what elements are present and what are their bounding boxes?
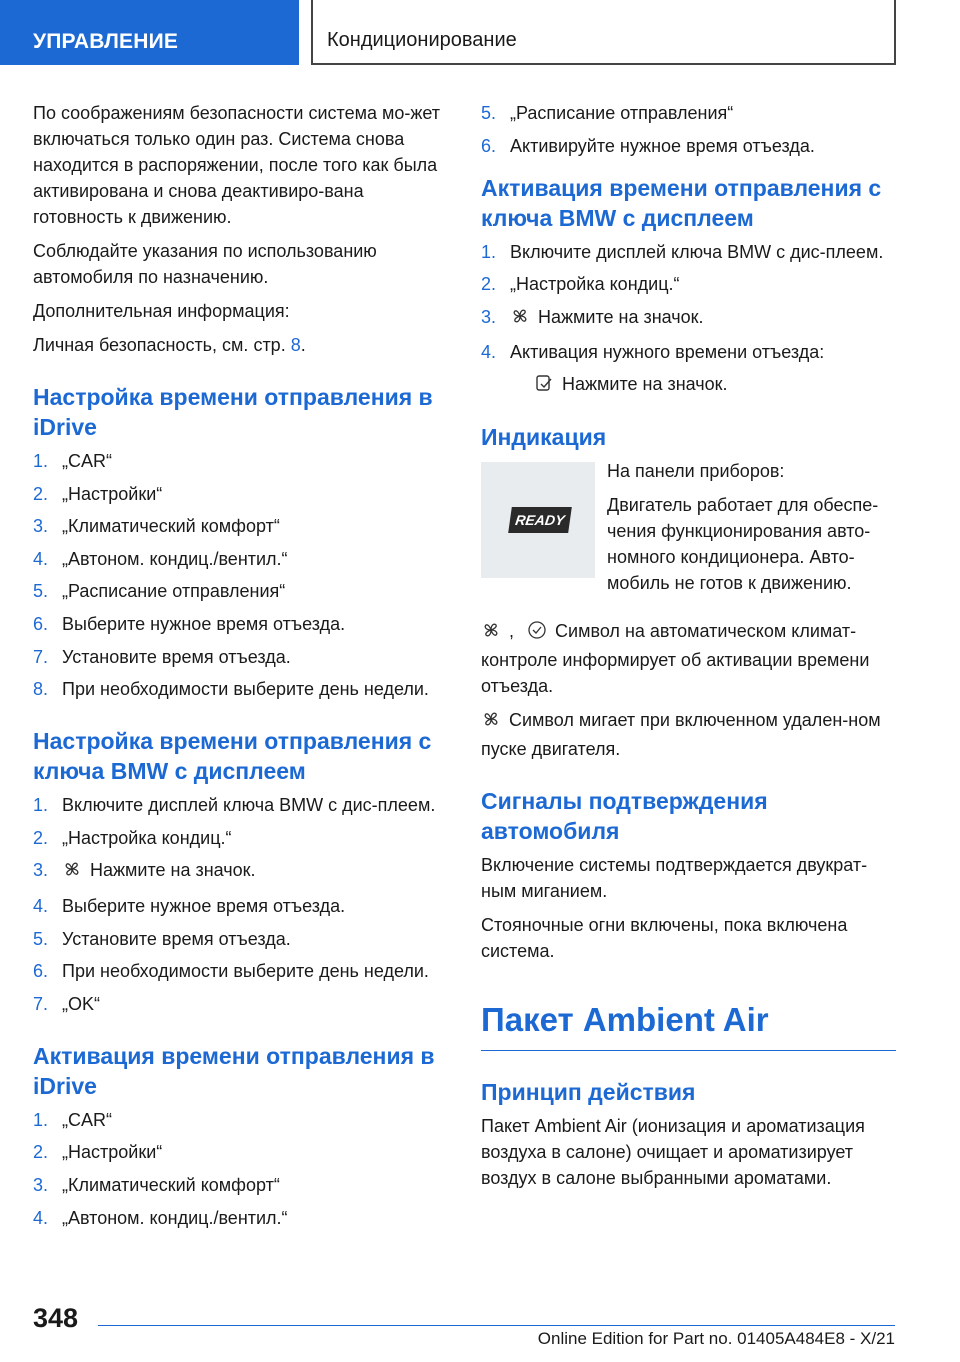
list-item: 6. При необходимости выберите день недели. xyxy=(33,961,429,982)
steps-list xyxy=(33,448,448,702)
list-item: 7. „OK“ xyxy=(33,993,100,1014)
fan-icon xyxy=(510,306,530,333)
section-title: Активация времени отправления в iDrive xyxy=(33,1042,435,1099)
paragraph: Двигатель работает для обеспе-чения функционирования авто-номного кондиционера. Авто-мобиль не готов к движению. xyxy=(607,495,879,594)
list-item: 2. „Настройки“ xyxy=(33,1142,163,1163)
intro-paragraph: Дополнительная информация: xyxy=(33,301,290,321)
list-item: 4. Активация нужного времени отъезда: Нажмите на значок. xyxy=(481,339,896,400)
list-item: 3. Нажмите на значок. xyxy=(33,857,448,886)
paragraph: Стояночные огни включены, пока включена система. xyxy=(481,915,848,962)
fan-icon xyxy=(481,620,501,647)
list-item: 2. „Настройки“ xyxy=(33,483,163,504)
list-item: 8. При необходимости выберите день недели. xyxy=(33,679,429,700)
footer-divider xyxy=(98,1325,895,1326)
steps-list xyxy=(33,792,448,1017)
indicator-block xyxy=(481,458,896,604)
topic-header: Кондиционирование xyxy=(311,0,896,65)
steps-list xyxy=(33,1107,448,1231)
left-column xyxy=(33,100,448,1237)
list-item: 1. Включите дисплей ключа BMW с дис-плеем. xyxy=(481,241,884,262)
paragraph: Пакет Ambient Air (ионизация и ароматизация воздуха в салоне) очищает и ароматизирует воздух в салоне выбранными ароматами. xyxy=(481,1116,865,1189)
paragraph: Включение системы подтверждается двукрат-ным миганием. xyxy=(481,855,868,902)
page-link[interactable]: 8 xyxy=(290,335,301,355)
chapter-title: Пакет Ambient Air xyxy=(481,1000,896,1051)
fan-icon xyxy=(62,859,82,886)
steps-list xyxy=(481,239,896,401)
section-title: Принцип действия xyxy=(481,1079,696,1106)
section-title: Активация времени отправления с ключа BMW с дисплеем xyxy=(481,174,882,231)
section-title: Настройка времени отправления с ключа BMW с дисплеем xyxy=(33,728,432,785)
list-item: 3. „Климатический комфорт“ xyxy=(33,1174,280,1195)
reference-end: . xyxy=(300,335,306,355)
list-item: 3. Нажмите на значок. xyxy=(481,304,896,333)
paragraph: Символ мигает при включенном удален-ном пуске двигателя. xyxy=(481,710,881,760)
paragraph: , Символ на автоматическом климат-контроле информирует об активации времени отъезда. xyxy=(481,621,870,697)
section-title: Настройка времени отправления в iDrive xyxy=(33,384,433,440)
list-item: 2. „Настройка кондиц.“ xyxy=(481,274,680,295)
list-item: 6. Активируйте нужное время отъезда. xyxy=(481,135,815,156)
ready-badge: READY xyxy=(508,507,572,533)
intro-paragraph: Соблюдайте указания по использованию автомобиля по назначению. xyxy=(33,241,377,287)
list-item: 4. „Автоном. кондиц./вентил.“ xyxy=(33,1207,288,1228)
list-item: 3. „Климатический комфорт“ xyxy=(33,516,280,537)
list-item: 1. „CAR“ xyxy=(33,451,112,471)
list-item: 6. Выберите нужное время отъезда. xyxy=(33,613,346,634)
list-item: 7. Установите время отъезда. xyxy=(33,646,291,667)
steps-list xyxy=(481,100,896,159)
list-item: 4. „Автоном. кондиц./вентил.“ xyxy=(33,548,288,569)
list-item: 4. Выберите нужное время отъезда. xyxy=(33,895,346,916)
clock-icon xyxy=(527,620,547,647)
right-column xyxy=(481,100,896,1199)
sub-instruction: Нажмите на значок. xyxy=(510,371,896,400)
phone-icon xyxy=(534,373,554,400)
section-title: Сигналы подтверждения автомобиля xyxy=(481,788,768,845)
list-item: 1. Включите дисплей ключа BMW с дис-плеем. xyxy=(33,795,436,816)
section-title: Индикация xyxy=(481,424,607,451)
intro-paragraph: По соображениям безопасности система мо-жет включаться только один раз. Система снова находится в распоряжении, после того как была активирована и снова деактивиро-вана готовность к движению. xyxy=(33,103,441,227)
list-item: 5. „Расписание отправления“ xyxy=(481,103,734,123)
reference-line xyxy=(33,332,448,358)
reference-text: Личная безопасность, см. стр. xyxy=(33,335,291,355)
ready-indicator-image xyxy=(481,462,595,578)
page-number: 348 xyxy=(33,1303,79,1333)
fan-icon xyxy=(481,709,501,736)
list-item: 2. „Настройка кондиц.“ xyxy=(33,827,232,848)
list-item: 5. Установите время отъезда. xyxy=(33,928,291,949)
edition-note: Online Edition for Part no. 01405A484E8 - X/21 xyxy=(537,1329,895,1348)
paragraph: На панели приборов: xyxy=(607,461,785,482)
section-header: УПРАВЛЕНИЕ xyxy=(0,0,299,65)
list-item: 5. „Расписание отправления“ xyxy=(33,581,286,602)
list-item: 1. „CAR“ xyxy=(33,1109,112,1130)
